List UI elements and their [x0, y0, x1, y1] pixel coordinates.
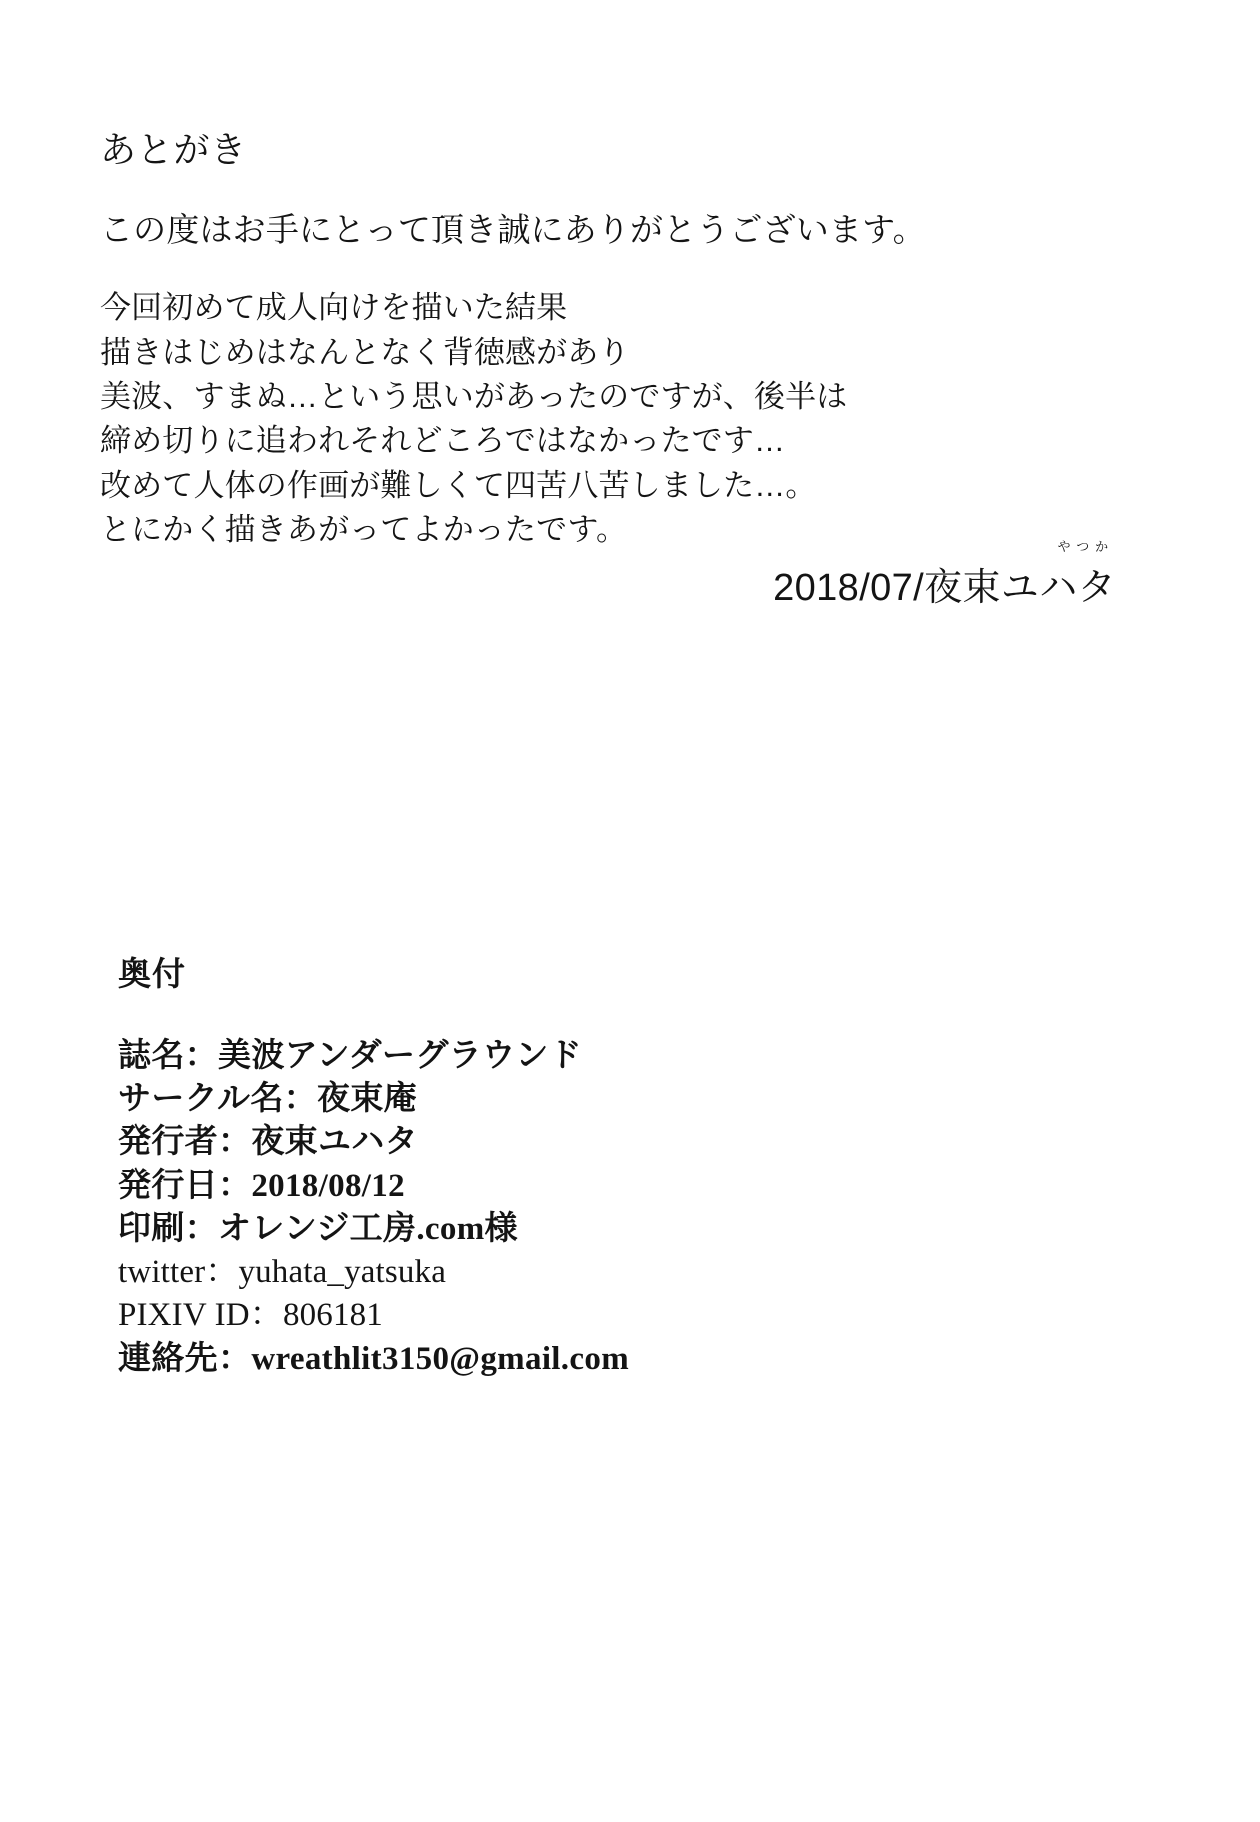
colophon-entry-contact: 連絡先：wreathlit3150@gmail.com: [118, 1340, 630, 1377]
afterword-line: 美波、すまぬ…という思いがあったのですが、後半は: [100, 379, 848, 415]
afterword-lead-text: この度はお手にとって頂き誠にありがとうございます。: [100, 211, 926, 249]
colophon-entry-pixiv-id: PIXIV ID：806181: [118, 1297, 383, 1334]
afterword-heading: あとがき: [100, 129, 247, 170]
afterword-signature: [773, 539, 1120, 611]
afterword-line: 改めて人体の作画が難しくて四苦八苦しました…。: [100, 467, 817, 503]
afterword-line: 今回初めて成人向けを描いた結果: [100, 290, 568, 326]
afterword-body: [100, 286, 1120, 552]
afterword-line: とにかく描きあがってよかったです。: [100, 512, 628, 548]
colophon-entry-twitter: twitter：yuhata_yatsuka: [118, 1254, 447, 1291]
colophon-entry-printer: 印刷：オレンジ工房.com様: [118, 1210, 518, 1247]
afterword-line: 締め切りに追われそれどころではなかったです…: [100, 423, 786, 459]
colophon-section: [118, 948, 1078, 1381]
colophon-list: [118, 1035, 1078, 1381]
colophon-entry-circle: サークル名：夜束庵: [118, 1081, 417, 1118]
colophon-entry-author: 発行者：夜束ユハタ: [118, 1124, 418, 1161]
colophon-entry-date: 発行日：2018/08/12: [118, 1167, 405, 1204]
colophon-entry-title: 誌名：美波アンダーグラウンド: [118, 1038, 582, 1074]
signature-row: [100, 539, 1120, 611]
colophon-heading: 奥付: [118, 957, 186, 993]
signature-ruby: やつか: [1057, 539, 1114, 554]
signature-text: 2018/07/夜束ユハタ: [773, 567, 1116, 609]
afterword-section: [100, 128, 1120, 552]
afterword-line: 描きはじめはなんとなく背徳感があり: [100, 334, 630, 370]
